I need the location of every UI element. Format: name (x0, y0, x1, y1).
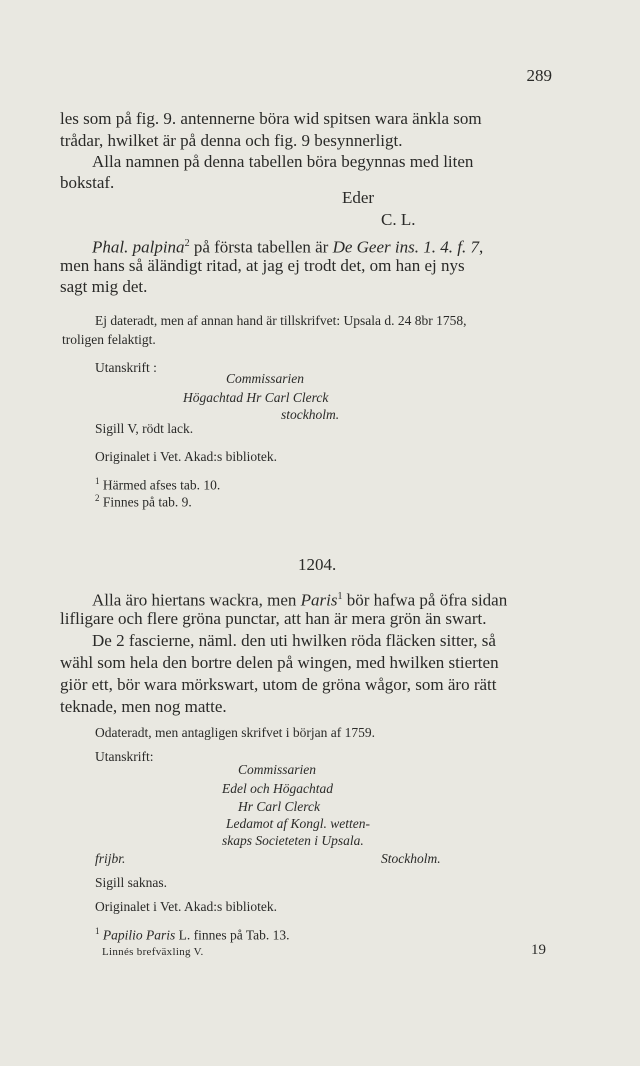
page-number: 289 (526, 66, 552, 85)
letter1-note-line1: Ej dateradt, men af annan hand är tillskrifvet: Upsala d. 24 8br 1758, (95, 313, 467, 328)
letter1-original: Originalet i Vet. Akad:s bibliotek. (95, 449, 277, 464)
letter2-p2-line2: wähl som hela den bortre delen på wingen, med hwilken stierten (60, 653, 499, 672)
letter2-p2-line3: giör ett, bör wara mörkswart, utom de gröna wågor, som äro rätt (60, 675, 497, 694)
footnote-text: L. finnes på Tab. 13. (175, 927, 290, 943)
letter1-closing: Eder (342, 188, 375, 207)
letter1-signature: C. L. (381, 210, 416, 229)
letter1-p1-line2: trådar, hwilket är på denna och fig. 9 besynnerligt. (60, 131, 403, 150)
footnote-text: Finnes på tab. 9. (102, 494, 192, 510)
letter2-address-4: Ledamot af Kongl. wetten- (226, 816, 370, 831)
letter1-ps-line3: sagt mig det. (60, 277, 148, 296)
ps-comma: , (478, 237, 484, 257)
letter2-p1-line2: lifligare och flere gröna punctar, att han är mera grön än swart. (60, 609, 487, 628)
letter2-seal: Sigill saknas. (95, 875, 168, 890)
letter2-address-5: skaps Societeten i Upsala. (222, 833, 364, 848)
footnote-text: Härmed afses tab. 10. (102, 477, 221, 493)
letter2-footnote-1 (95, 921, 290, 946)
species-name: Papilio Paris (102, 927, 176, 943)
letter2-address-1: Commissarien (238, 762, 317, 777)
reference: De Geer ins. 1. 4. f. 7 (332, 237, 479, 257)
letter2-original: Originalet i Vet. Akad:s bibliotek. (95, 899, 277, 914)
footnote-marker: 2 (95, 493, 100, 503)
letter-number: 1204. (298, 555, 337, 574)
letter1-note-line2: troligen felaktigt. (62, 332, 156, 347)
letter1-address-2: Högachtad Hr Carl Clerck (183, 390, 329, 405)
letter1-p1-line1: les som på fig. 9. antennerne böra wid spitsen wara änkla som (60, 109, 482, 128)
letter1-ps-line2: men hans så äländigt ritad, at jag ej trodt det, om han ej nys (60, 256, 465, 275)
letter2-address-label: Utanskrift: (95, 749, 154, 764)
ps-text: på första tabellen är (189, 237, 333, 257)
letter1-address-label: Utanskrift : (95, 360, 157, 375)
footnote-marker: 1 (337, 591, 343, 602)
footer-sheet-number: 19 (531, 942, 546, 958)
letter2-address-3: Hr Carl Clerck (238, 799, 320, 814)
text: bör hafwa på öfra sidan (342, 590, 508, 610)
letter1-address-1: Commissarien (226, 371, 305, 386)
letter2-note: Odateradt, men antagligen skrifvet i början af 1759. (95, 725, 376, 740)
footnote-marker: 1 (95, 926, 100, 936)
letter1-p2-line2: bokstaf. (60, 173, 115, 192)
letter1-p2-line1: Alla namnen på denna tabellen böra begynnas med liten (92, 152, 474, 171)
species-name: Paris (300, 590, 338, 610)
footnote-marker: 2 (184, 238, 190, 249)
footer-signature-line: Linnés brefväxling V. (102, 946, 204, 958)
letter1-seal: Sigill V, rödt lack. (95, 421, 194, 436)
text: Alla äro hiertans wackra, men (92, 590, 301, 610)
letter2-address-right: Stockholm. (381, 851, 441, 866)
species-name: Phal. palpina (92, 237, 185, 257)
letter2-address-2: Edel och Högachtad (222, 781, 333, 796)
footnote-marker: 1 (95, 476, 100, 486)
letter2-address-left: frijbr. (95, 851, 126, 866)
letter1-address-3: stockholm. (281, 407, 340, 422)
letter1-footnote-2 (95, 488, 192, 513)
letter2-p2-line1: De 2 fascierne, näml. den uti hwilken röda fläcken sitter, så (92, 631, 496, 650)
letter2-p2-line4: teknade, men nog matte. (60, 697, 227, 716)
